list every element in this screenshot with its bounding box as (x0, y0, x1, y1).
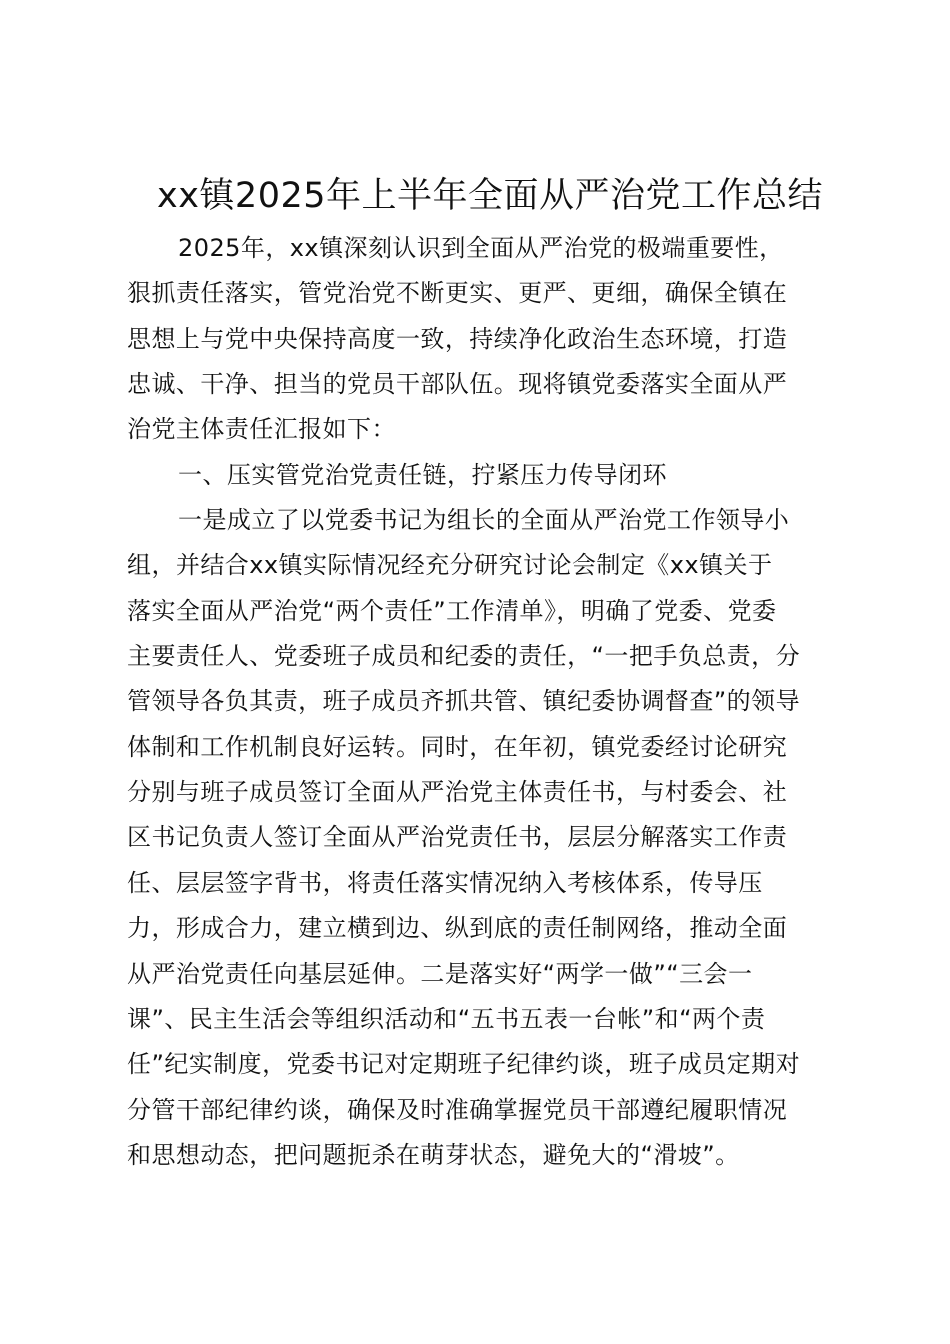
body-line: 组，并结合xx镇实际情况经充分研究讨论会制定《xx镇关于 (127, 551, 773, 580)
body-line: 治党主体责任汇报如下： (127, 415, 396, 444)
body-line: 任”纪实制度，党委书记对定期班子纪律约谈，班子成员定期对 (127, 1050, 801, 1079)
body-line: 力，形成合力，建立横到边、纵到底的责任制网络，推动全面 (127, 914, 788, 943)
body-line: 2025年，xx镇深刻认识到全面从严治党的极端重要性， (178, 234, 784, 262)
body-line: 忠诚、干净、担当的党员干部队伍。现将镇党委落实全面从严 (127, 370, 788, 399)
body-line: 一、压实管党治党责任链，拧紧压力传导闭环 (178, 460, 667, 489)
body-line: 体制和工作机制良好运转。同时，在年初，镇党委经讨论研究 (127, 732, 788, 761)
body-line: 一是成立了以党委书记为组长的全面从严治党工作领导小 (178, 506, 790, 535)
body-line: 和思想动态，把问题扼杀在萌芽状态，避免大的“滑坡”。 (127, 1140, 740, 1169)
body-line: 任、层层签字背书，将责任落实情况纳入考核体系，传导压 (127, 868, 763, 897)
document-title: xx镇2025年上半年全面从严治党工作总结 (157, 176, 823, 216)
body-line: 落实全面从严治党“两个责任”工作清单》，明确了党委、党委 (127, 596, 777, 625)
document-body (127, 226, 847, 1178)
body-line: 分别与班子成员签订全面从严治党主体责任书，与村委会、社 (127, 778, 788, 807)
body-line: 狠抓责任落实，管党治党不断更实、更严、更细，确保全镇在 (127, 279, 788, 308)
body-line: 思想上与党中央保持高度一致，持续净化政治生态环境，打造 (127, 324, 788, 353)
body-line: 课”、民主生活会等组织活动和“五书五表一台帐”和“两个责 (127, 1004, 766, 1033)
body-line: 从严治党责任向基层延伸。二是落实好“两学一做”“三会一 (127, 959, 753, 988)
body-line: 管领导各负其责，班子成员齐抓共管、镇纪委协调督查”的领导 (127, 687, 801, 716)
body-line: 区书记负责人签订全面从严治党责任书，层层分解落实工作责 (127, 823, 788, 852)
body-line: 分管干部纪律约谈，确保及时准确掌握党员干部遵纪履职情况 (127, 1095, 788, 1124)
body-line: 主要责任人、党委班子成员和纪委的责任，“一把手负总责，分 (127, 642, 801, 671)
